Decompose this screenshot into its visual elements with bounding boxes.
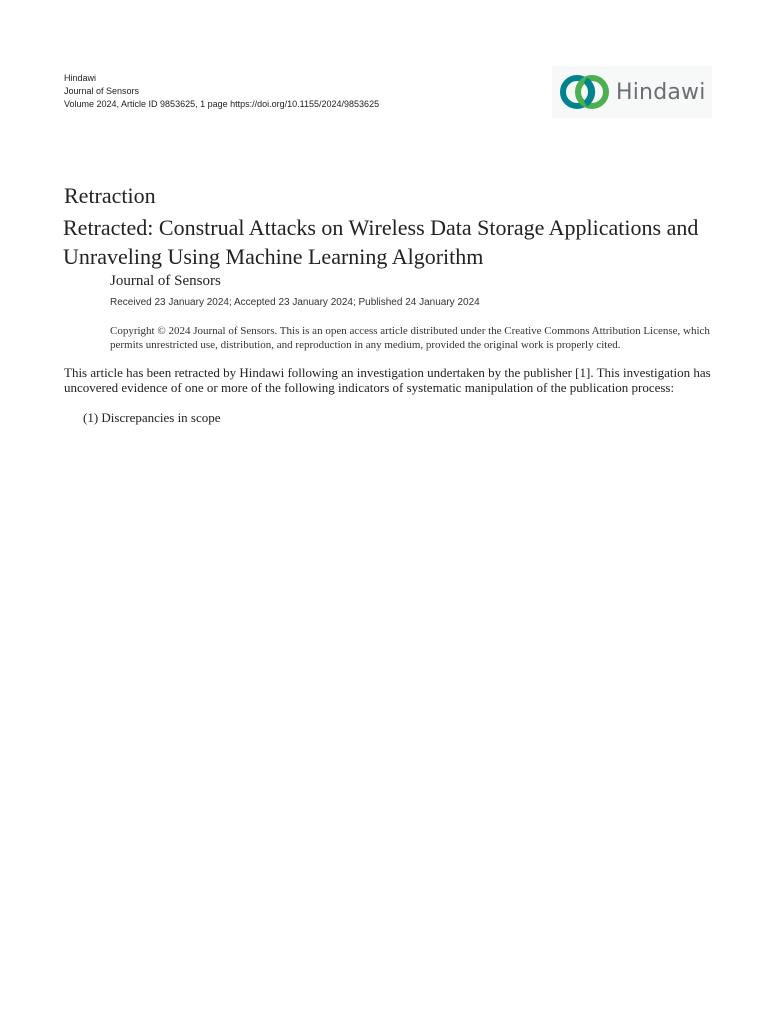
publisher-name: Hindawi: [64, 73, 97, 83]
article-journal: Journal of Sensors: [110, 273, 221, 289]
hindawi-logo: [552, 66, 712, 118]
journal-name: Journal of Sensors: [64, 86, 140, 96]
article-type: Retraction: [64, 183, 156, 208]
article-title: Retracted: Construal Attacks on Wireless Data Storage Applications and Unraveling Using Machine Learning Algorithm: [63, 215, 699, 269]
header-meta: [64, 72, 379, 111]
citation-line: Volume 2024, Article ID 9853625, 1 page https://doi.org/10.1155/2024/9853625: [64, 99, 380, 109]
rings-icon: [558, 72, 612, 112]
article-dates: Received 23 January 2024; Accepted 23 January 2024; Published 24 January 2024: [110, 297, 480, 308]
logo-text: Hindawi: [616, 79, 706, 105]
retraction-paragraph: This article has been retracted by Hindawi following an investigation undertaken by the publisher [1]. This investigation has uncovered evidence of one or more of the following indicators of systematic manipulation of the publication process:: [64, 365, 711, 395]
list-item: (1) Discrepancies in scope: [83, 410, 221, 425]
copyright-notice: Copyright © 2024 Journal of Sensors. This is an open access article distributed under the Creative Commons Attribution License, which permits unrestricted use, distribution, and reproduction in any medium, provided the original work is properly cited.: [110, 325, 710, 351]
